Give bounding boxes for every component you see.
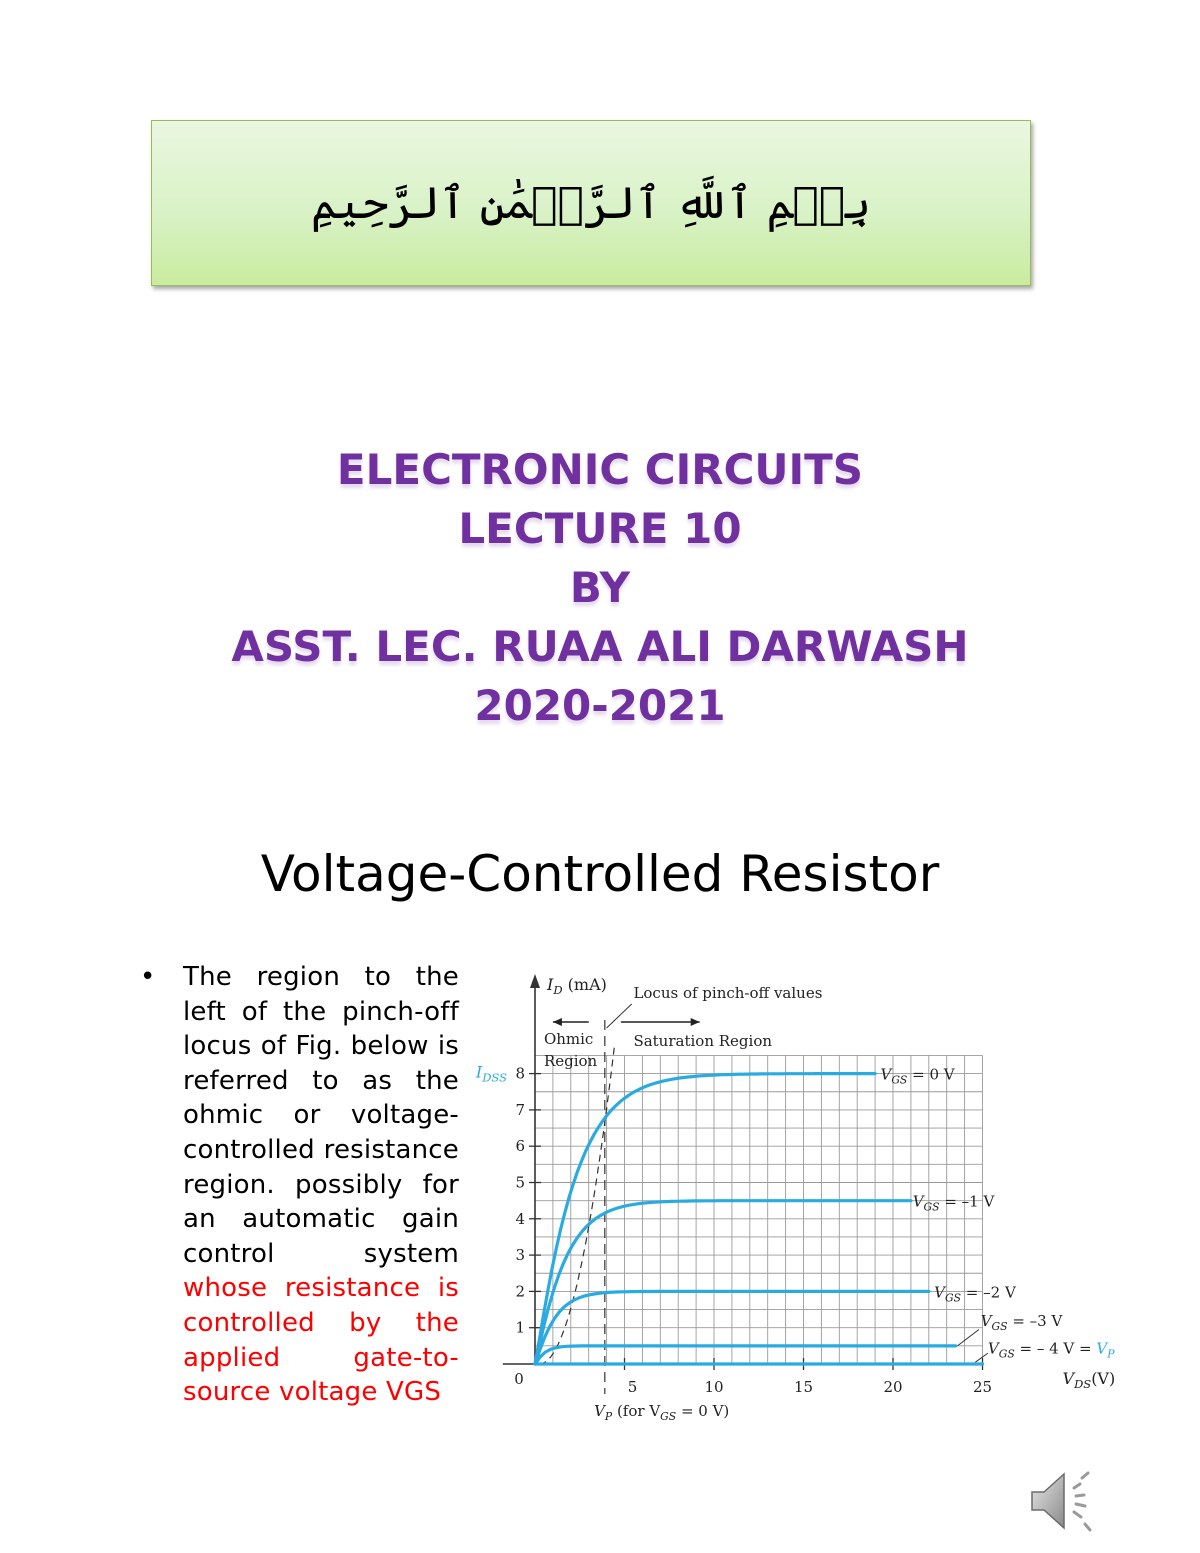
y-tick-label-part: 6 [515,1137,525,1156]
curve-label-3-part: = –3 V [1007,1312,1063,1331]
slide-heading: Voltage-Controlled Resistor [260,845,940,903]
y-tick-label-part: 5 [515,1173,525,1192]
locus-label [633,984,822,1002]
x-axis-label [1063,1369,1116,1391]
y-tick-label-part: 2 [515,1282,525,1301]
basmala-banner [151,120,1031,286]
curve-label-3 [981,1312,1064,1333]
course-title: ELECTRONIC CIRCUITS [336,445,864,494]
x-axis-label-part: DS [1074,1377,1092,1391]
saturation-label-part: Saturation Region [633,1032,773,1050]
origin-label-part: 0 [514,1370,524,1388]
curve-label-0-part: V [880,1065,892,1084]
y-axis-label-part: (mA) [562,975,607,994]
locus-label-part: Locus of pinch-off values [633,984,823,1002]
y-tick-label [515,1174,525,1192]
lecture-number: LECTURE 10 [458,504,742,553]
x-tick-label [883,1378,902,1396]
curve-1 [535,1201,911,1364]
y-tick-label [515,1065,525,1083]
idss-label-part: DSS [482,1070,507,1085]
x-tick-label-part: 10 [704,1378,724,1396]
vp-label-part: GS [660,1410,677,1423]
bullet-paragraph [183,960,459,1410]
x-tick-label-part: 20 [883,1378,903,1396]
ohmic-label-2-part: Region [543,1052,598,1070]
curve-label-2-part: V [934,1283,946,1302]
y-tick-label-part: 1 [515,1318,525,1337]
paragraph-black-text: The region to the left of the pinch-off locus of Fig. below is referred to as the ohmic or voltage-controlled resistance region. possibly for an automatic gain control system [183,962,459,1269]
bullet-marker: • [140,962,156,992]
curve-label-2-part: GS [945,1291,962,1305]
by-label: BY [569,563,631,612]
x-tick-label-part: 5 [627,1378,638,1396]
y-axis-arrow [530,974,540,988]
x-axis-label-part: V [1062,1369,1075,1388]
drain-characteristics-chart [465,968,1125,1428]
y-tick-label [515,1282,525,1300]
lecture-title [0,440,1200,735]
idss-label-part: I [475,1062,483,1082]
idss-label [475,1063,507,1085]
curve-label-1-part: V [912,1192,924,1211]
x-tick-label-part: 15 [793,1378,814,1396]
curve-label-0-part: = 0 V [907,1065,955,1084]
vp-label-part: V [594,1402,605,1420]
curve-label-4-part: = – 4 V = [1014,1339,1097,1358]
paragraph-red-text: whose resistance is controlled by the applied gate-to-source voltage VGS [183,1273,459,1408]
ohmic-arrowhead [553,1018,562,1026]
y-axis-label-part: D [553,983,563,997]
vp-label [594,1402,729,1423]
x-tick-label [794,1378,813,1396]
academic-year: 2020-2021 [474,681,726,730]
curve-label-4-part: GS [998,1347,1015,1361]
ohmic-label-1 [544,1030,593,1048]
saturation-label [633,1032,772,1050]
saturation-arrowhead [691,1018,700,1026]
label-leader-4 [975,1353,988,1362]
curve-label-4-part: V [1096,1339,1108,1358]
origin-label [514,1370,524,1388]
y-tick-label-part: 8 [515,1064,525,1083]
y-tick-label-part: 3 [515,1246,525,1265]
curve-label-2-part: = –2 V [961,1283,1016,1302]
y-tick-label [515,1137,525,1155]
y-tick-label [515,1319,525,1337]
curve-label-4-part: V [987,1339,999,1358]
y-tick-label [515,1210,525,1228]
curve-label-1-part: = –1 V [939,1192,995,1211]
vp-label-part: P [604,1410,613,1423]
x-tick-label-part: 25 [972,1378,993,1396]
x-tick-label [704,1378,723,1396]
y-tick-label [515,1246,525,1264]
curve-label-3-part: V [980,1312,992,1331]
x-tick-label [973,1378,992,1396]
vp-label-part: (for V [612,1402,661,1420]
curve-label-0 [880,1066,955,1087]
ohmic-label-2 [544,1052,598,1070]
locus-leader-line [607,1004,632,1028]
speaker-icon[interactable] [1028,1466,1102,1536]
y-axis-label [546,975,607,997]
y-axis-label-part: I [547,975,554,994]
curve-label-0-part: GS [891,1073,908,1087]
y-tick-label [515,1101,525,1119]
author-name: ASST. LEC. RUAA ALI DARWASH [231,622,969,671]
y-tick-label-part: 4 [515,1209,525,1228]
curve-label-1-part: GS [923,1200,940,1214]
curve-label-4-part: P [1107,1347,1115,1361]
label-leader-3 [957,1330,978,1346]
curve-label-1 [913,1193,996,1214]
x-tick-label [628,1378,638,1396]
y-tick-label-part: 7 [515,1100,525,1119]
vp-label-part: = 0 V) [676,1402,730,1420]
basmala-text: بِسۡمِ ٱللَّهِ ٱلرَّحۡمَٰنِ ٱلرَّحِيمِ [310,177,872,229]
x-axis-label-part: (V) [1091,1369,1116,1388]
curve-label-4 [988,1339,1115,1360]
ohmic-label-1-part: Ohmic [543,1030,594,1048]
curve-label-3-part: GS [991,1320,1008,1334]
